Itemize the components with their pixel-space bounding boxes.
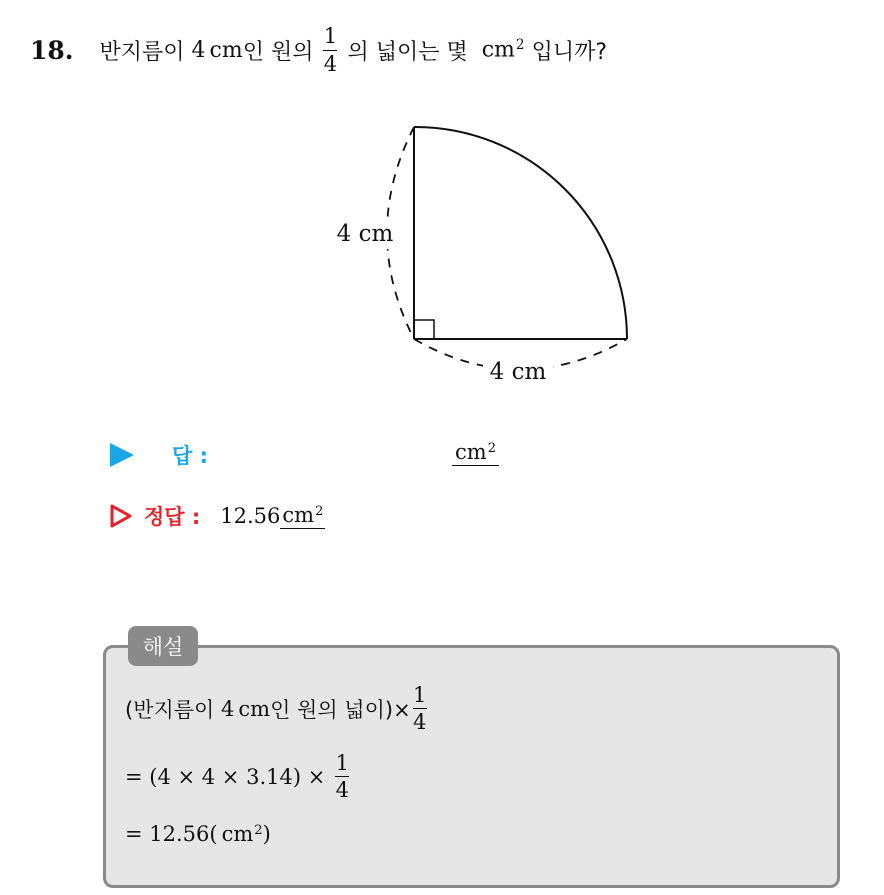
answer-unit-power: 2	[487, 440, 496, 456]
answer-label: 답 :	[172, 444, 208, 468]
quarter-arc	[414, 127, 627, 339]
solution-line2-fraction: $\frac{1}{4}$	[335, 751, 349, 803]
solution-line1-radius: 4	[221, 696, 235, 721]
horizontal-length-label: 4 cm	[489, 359, 547, 385]
correct-unit-power: 2	[315, 503, 324, 519]
correct-answer-row	[110, 500, 325, 532]
question-frac-den: 4	[323, 51, 338, 76]
solution-line3-close: )	[262, 822, 271, 846]
solution-tab: 해설	[128, 626, 198, 666]
solution-line2-expr: = (4 × 4 × 3.14) ×	[125, 764, 326, 789]
question-text-end: 입니까?	[531, 39, 607, 65]
vertical-length-label: 4 cm	[336, 221, 394, 247]
question-text-mid: 인 원의	[242, 39, 314, 65]
question-frac-num: 1	[323, 24, 338, 49]
solution-line1-fraction: $\frac{1}{4}$	[412, 683, 427, 735]
solution-line1-text: (반지름이	[125, 697, 215, 722]
answer-row	[110, 440, 208, 470]
question-unit-area: $cm^2$	[481, 37, 525, 63]
solution-line3-unit: $cm^2$	[221, 822, 263, 846]
correct-answer-label: 정답 :	[144, 505, 201, 529]
solution-line-3	[125, 822, 271, 846]
unit-power: 2	[515, 37, 525, 54]
answer-blank-unit[interactable]: $cm^2$	[452, 440, 499, 466]
play-triangle-icon	[110, 443, 134, 467]
question-unit-cm: cm	[209, 37, 243, 63]
question-text-before: 반지름이	[99, 39, 185, 65]
question-number: 18.	[30, 35, 74, 65]
correct-answer-unit: $cm^2$	[282, 503, 324, 527]
quarter-circle-figure	[0, 0, 884, 420]
right-angle-mark	[414, 320, 434, 339]
solution-line-2	[125, 752, 359, 801]
solution-line3-expr: = 12.56(	[125, 822, 218, 846]
solution-line1-rest: 인 원의 넓이)×	[270, 697, 411, 722]
question-text-after: 의 넓이는 몇	[347, 39, 468, 65]
outline-triangle-icon	[110, 504, 132, 528]
correct-answer-value: 12.56	[220, 504, 281, 528]
solution-line1-unit: cm	[238, 696, 271, 721]
solution-line-1	[125, 684, 437, 733]
question-radius-value: 4	[191, 37, 206, 63]
